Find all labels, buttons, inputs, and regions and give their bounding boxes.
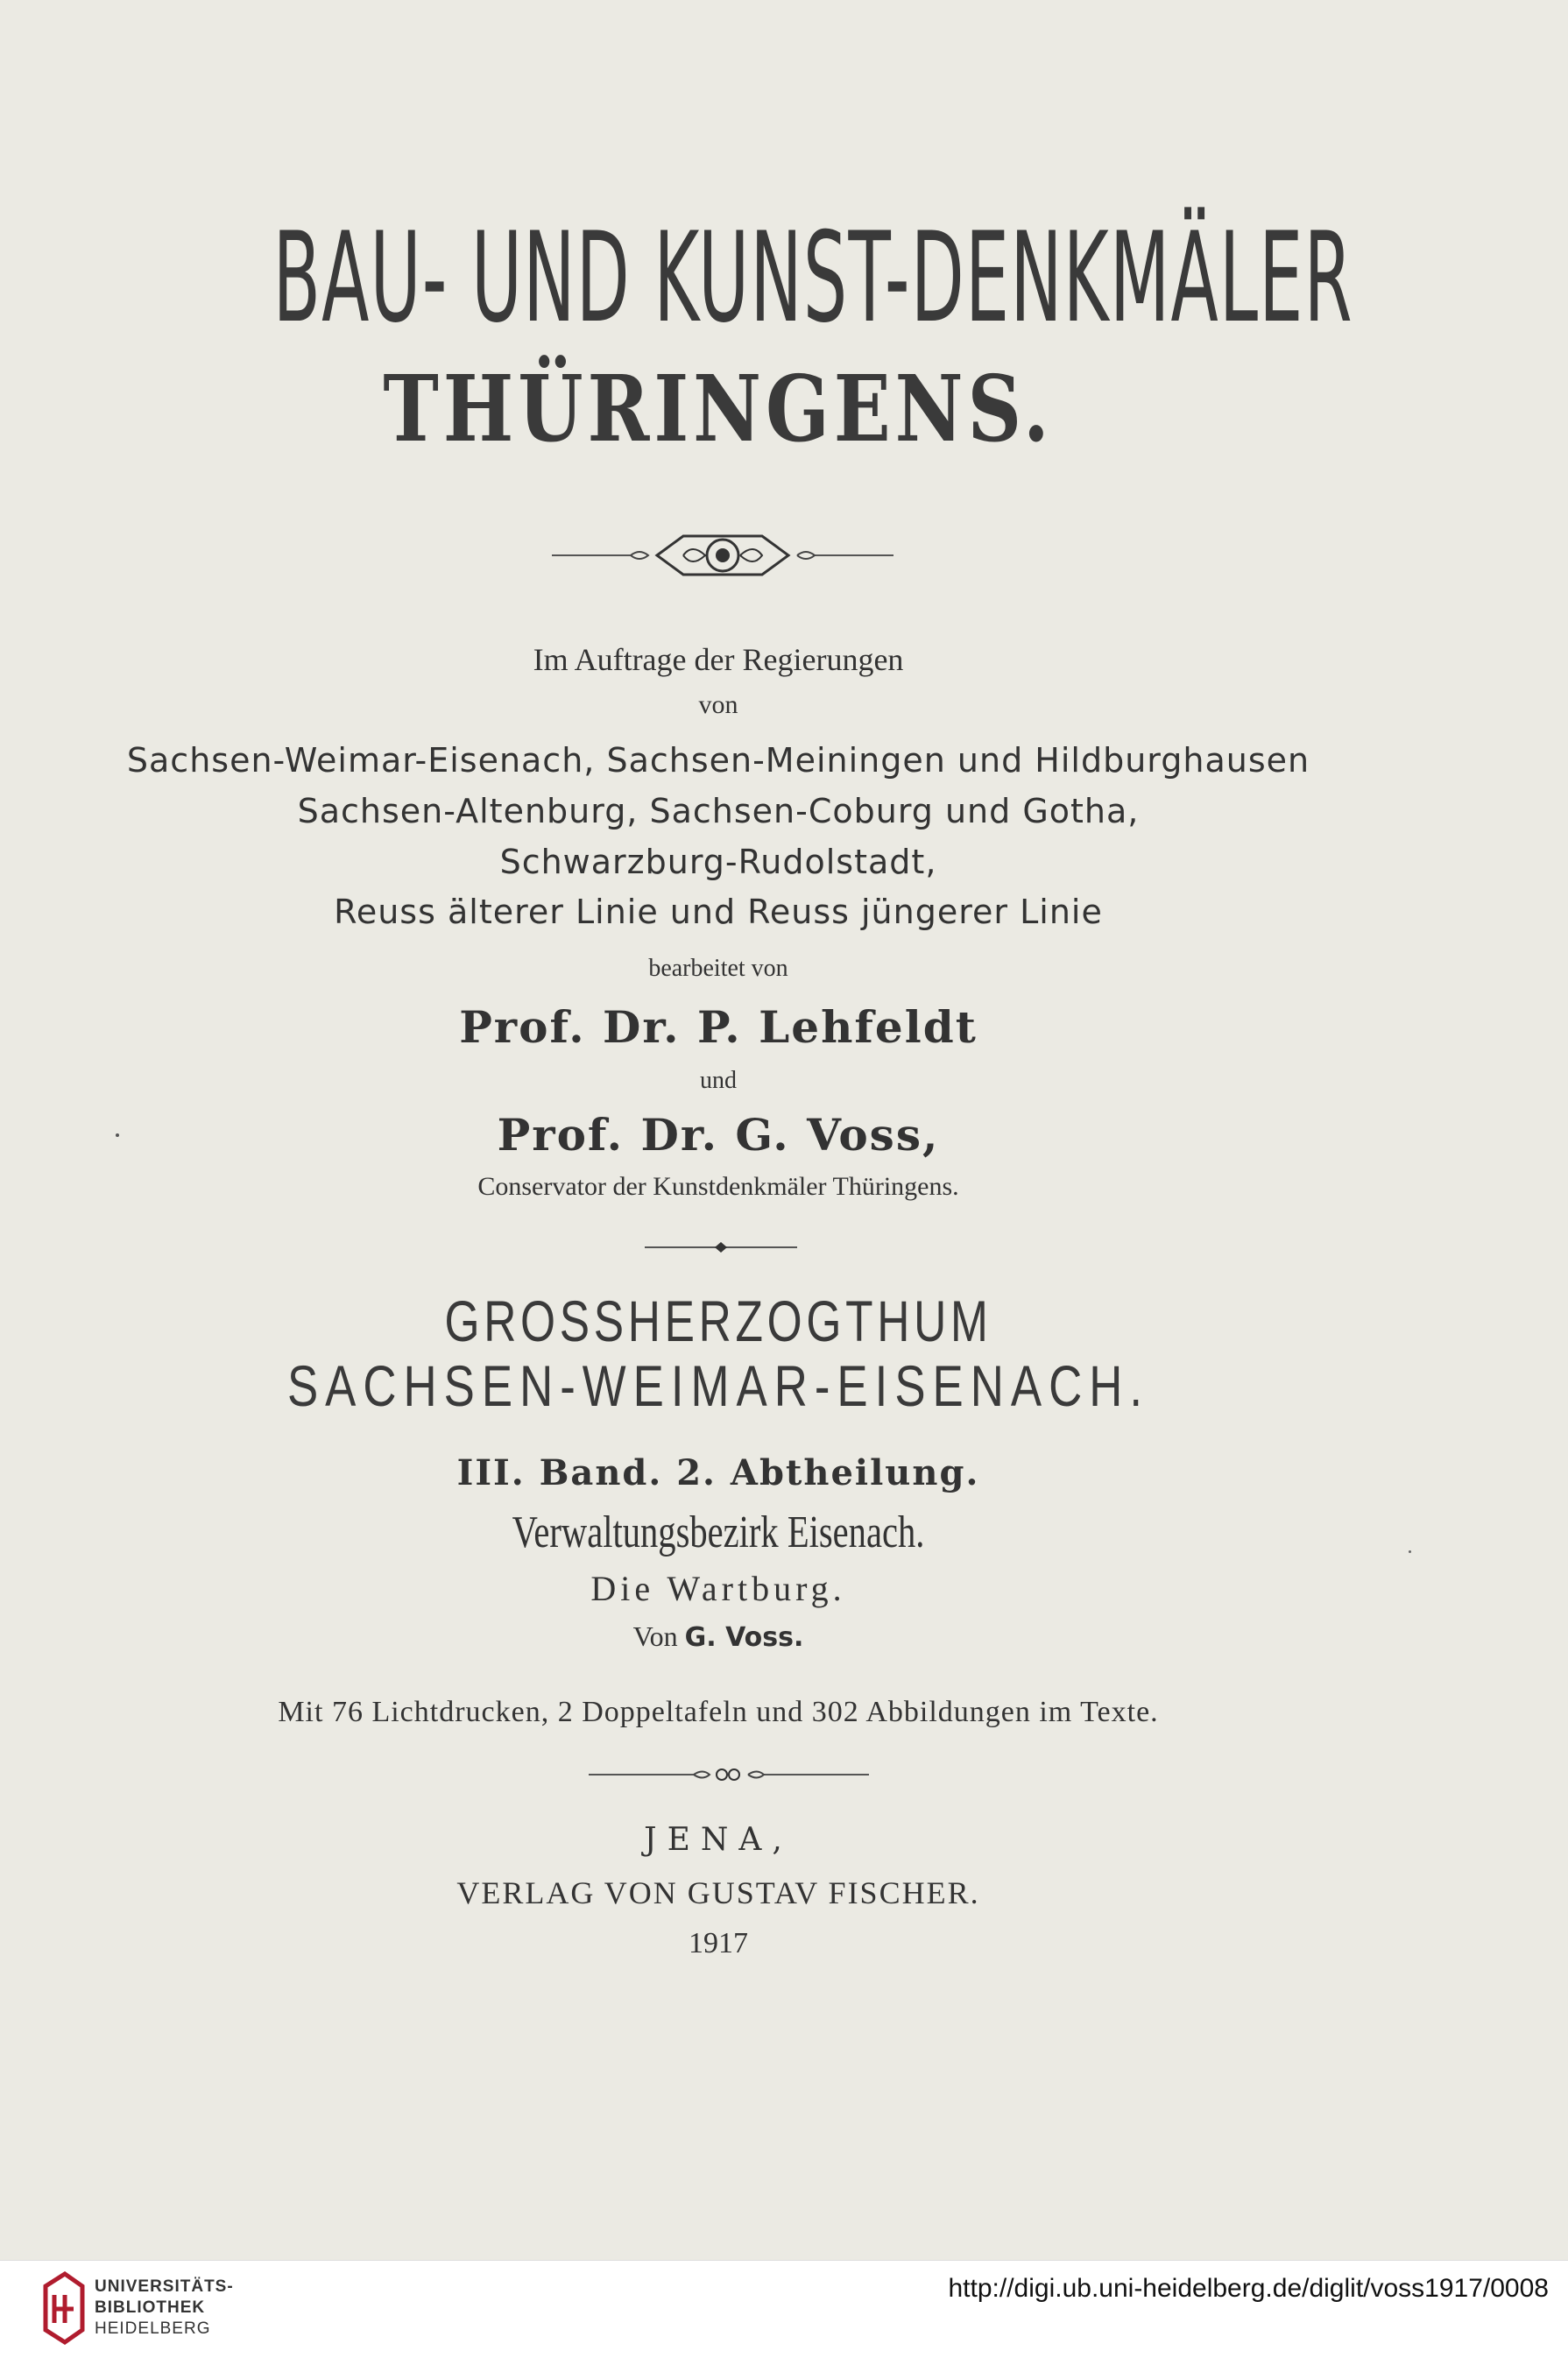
commission-intro: Im Auftrage der Regierungen (533, 642, 904, 677)
by-prefix: Von (632, 1620, 678, 1652)
small-divider-icon (645, 1239, 797, 1256)
volume-band: III. Band. 2. Abtheilung. (456, 1452, 980, 1493)
by-name: G. Voss. (684, 1622, 804, 1653)
state-line-3: Schwarzburg-Rudolstadt, (499, 843, 937, 881)
state-line-2: Sachsen-Altenburg, Sachsen-Coburg und Gotha, (297, 792, 1140, 830)
and-label: und (700, 1067, 737, 1094)
library-name-line2: BIBLIOTHEK (95, 2298, 206, 2317)
small-ornament-divider-icon (589, 1764, 869, 1785)
speck (1409, 1550, 1411, 1553)
imprint-publisher: VERLAG VON GUSTAV FISCHER. (456, 1875, 980, 1910)
edited-by-label: bearbeitet von (648, 955, 788, 982)
speck (116, 1133, 119, 1137)
volume-author (0, 1620, 1437, 1653)
state-line-4: Reuss älterer Linie und Reuss jüngerer Linie (334, 893, 1103, 931)
region-line2: SACHSEN-WEIMAR-EISENACH. (286, 1353, 1150, 1418)
ornament-divider-icon (552, 524, 893, 585)
author-voss-role: Conservator der Kunstdenkmäler Thüringens. (477, 1172, 959, 1201)
permalink-url[interactable]: http://digi.ub.uni-heidelberg.de/diglit/voss1917/0008 (948, 2274, 1549, 2303)
subject: Die Wartburg. (590, 1569, 846, 1608)
state-line-1: Sachsen-Weimar-Eisenach, Sachsen-Meiningen und Hildburghausen (126, 741, 1310, 780)
imprint-year: 1917 (689, 1927, 748, 1959)
imprint-city: JENA, (644, 1822, 793, 1858)
author-lehfeldt: Prof. Dr. P. Lehfeldt (459, 1001, 978, 1053)
author-voss: Prof. Dr. G. Voss, (497, 1109, 940, 1161)
library-name-line1: UNIVERSITÄTS- (95, 2277, 234, 2296)
district: Verwaltungsbezirk Eisenach. (512, 1507, 925, 1557)
main-title-line1: BAU- UND KUNST-DENKMÄLER (272, 206, 1353, 350)
region-line1: GROSSHERZOGTHUM (444, 1288, 992, 1353)
illustrations-note: Mit 76 Lichtdrucken, 2 Doppeltafeln und 302 Abbildungen im Texte. (278, 1696, 1159, 1728)
main-title-line2: THÜRINGENS. (383, 355, 1054, 462)
library-name-line3: HEIDELBERG (95, 2319, 211, 2338)
ub-heidelberg-logo-icon[interactable] (39, 2269, 88, 2347)
commission-von: von (698, 690, 738, 719)
